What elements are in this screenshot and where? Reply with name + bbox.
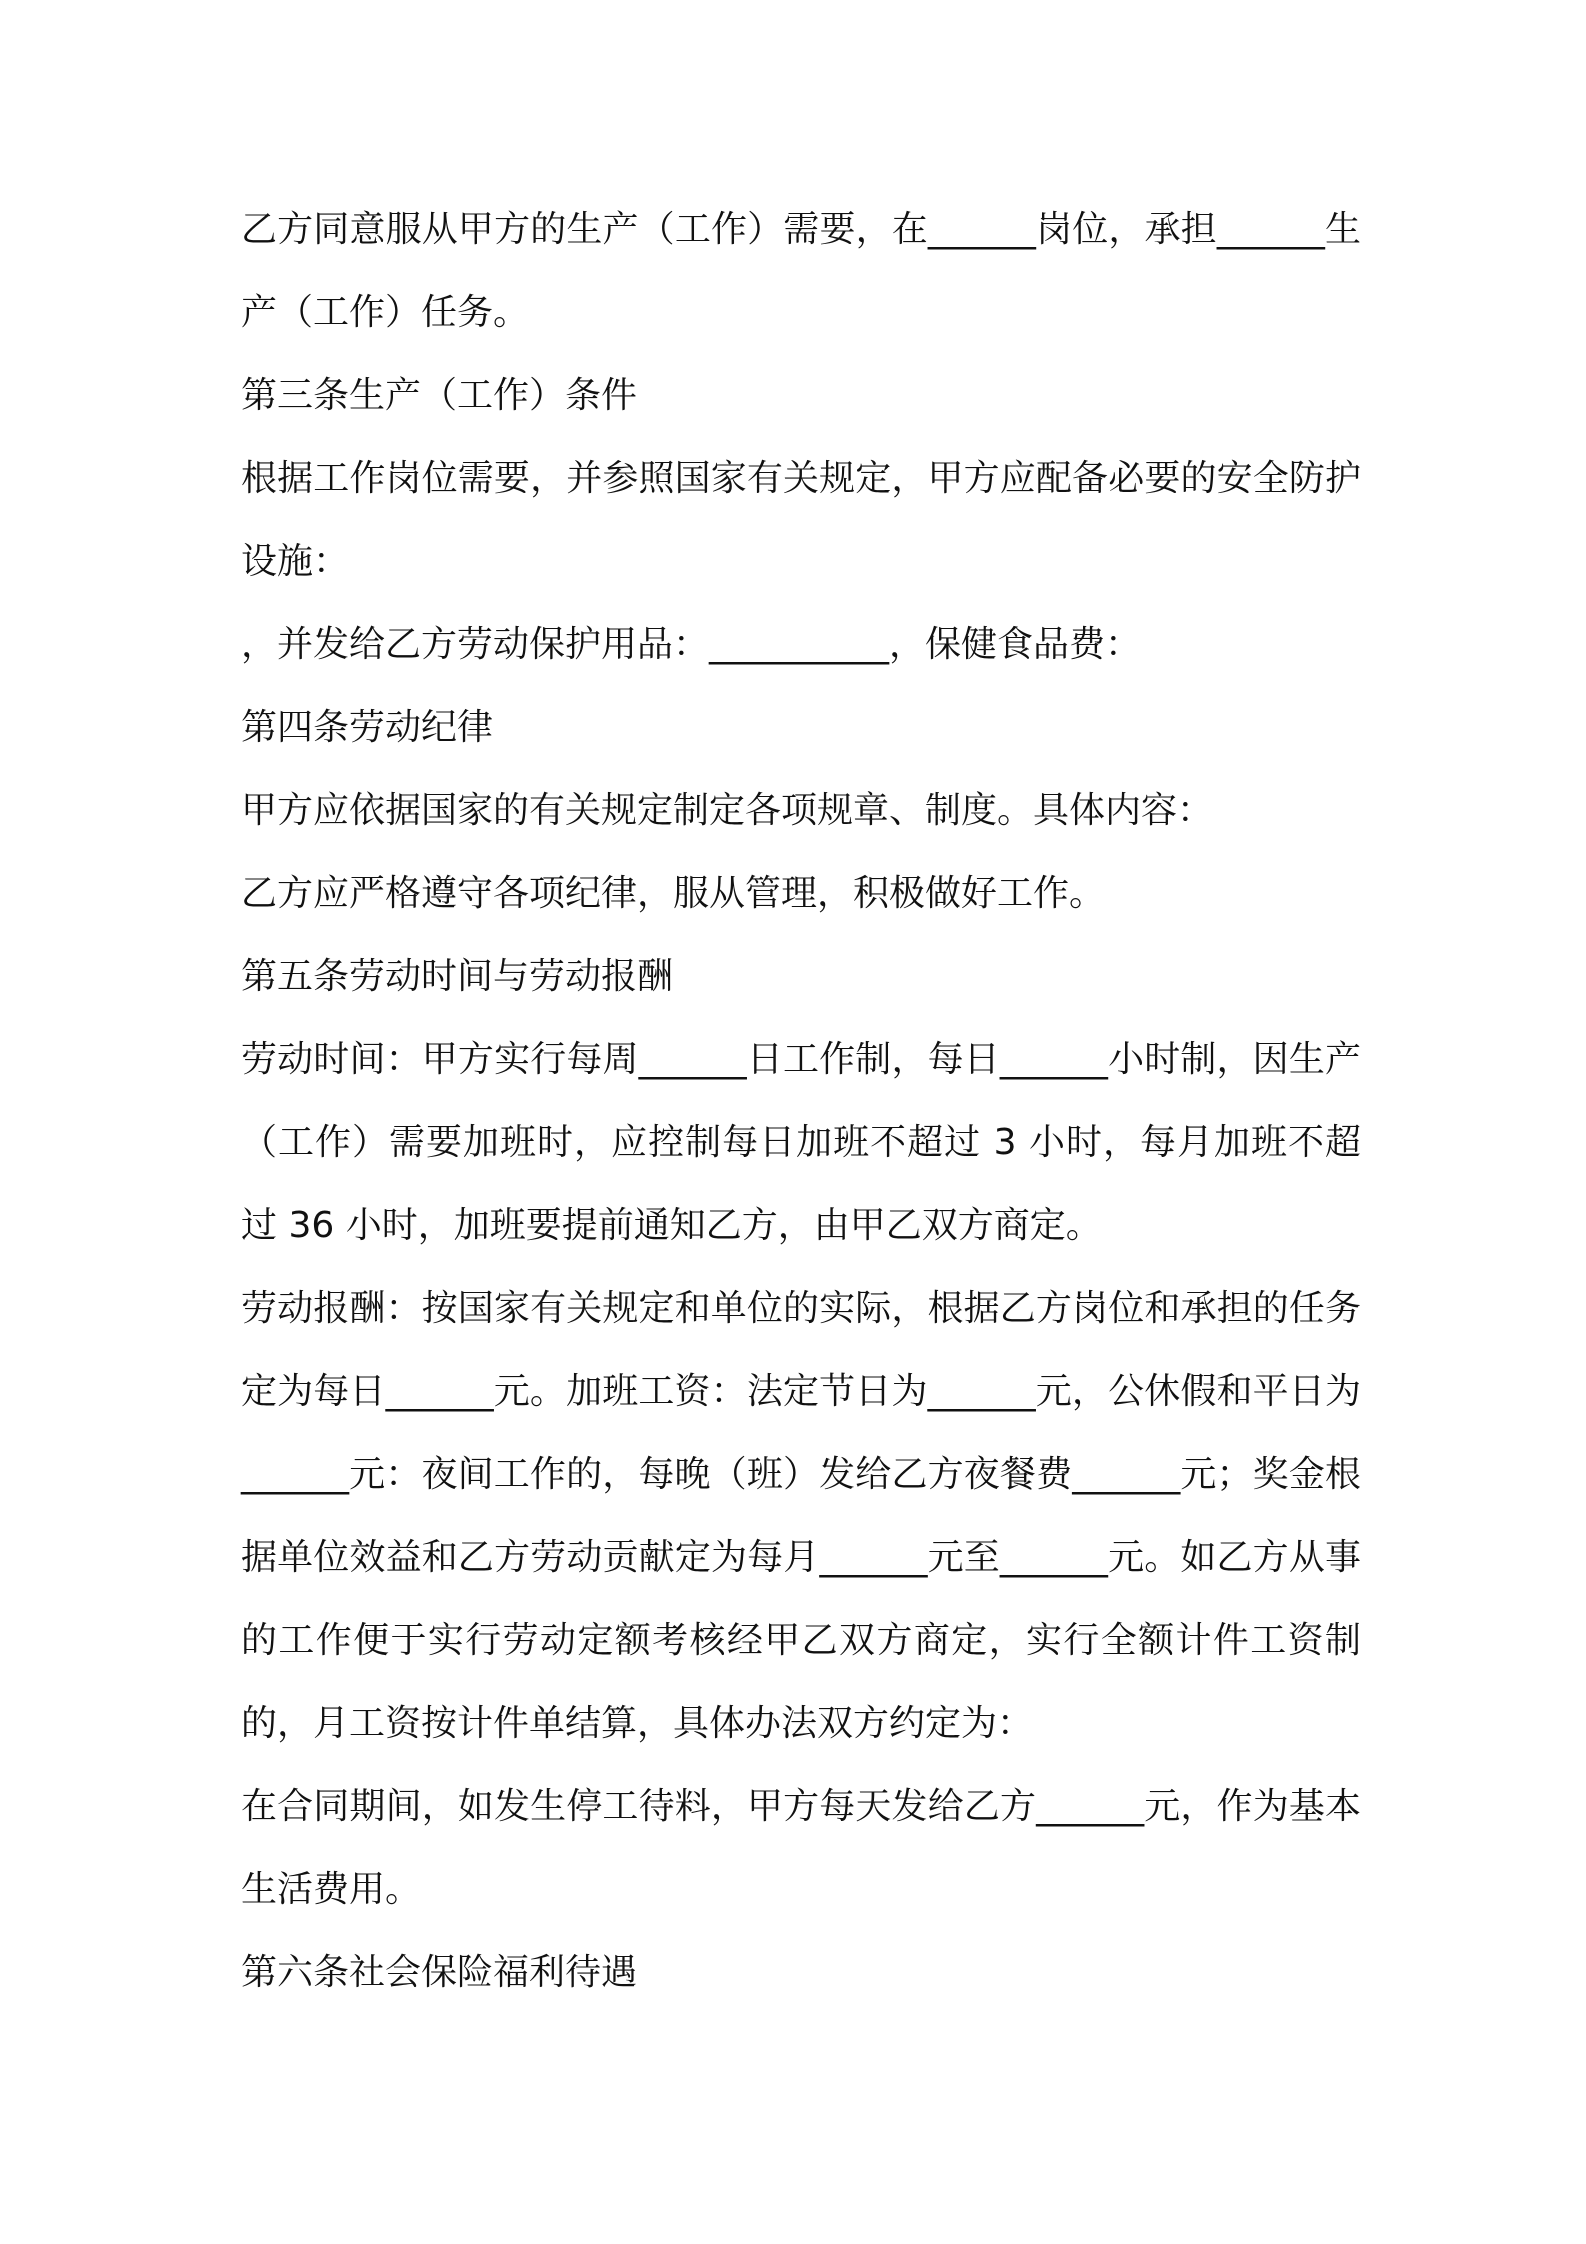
paragraph-working-hours: 劳动时间：甲方实行每周______日工作制，每日______小时制，因生产（工作）需要加班时，应控制每日加班不超过 3 小时，每月加班不超过 36 小时，加班要提前通知乙方，由甲乙双方商定。 (241, 1039, 1361, 1246)
paragraph-safety-facilities: 根据工作岗位需要，并参照国家有关规定，甲方应配备必要的安全防护设施： (241, 458, 1361, 582)
paragraph-remuneration: 劳动报酬：按国家有关规定和单位的实际，根据乙方岗位和承担的任务定为每日______元。加班工资：法定节日为______元，公休假和平日为______元：夜间工作的，每晚（班）发给乙方夜餐费______元；奖金根据单位效益和乙方劳动贡献定为每月______元至______元。如乙方从事的工作便于实行劳动定额考核经甲乙双方商定，实行全额计件工资制的，月工资按计件单结算，具体办法双方约定为： (241, 1288, 1361, 1744)
paragraph-discipline: 乙方应严格遵守各项纪律，服从管理，积极做好工作。 (241, 873, 1106, 914)
paragraph-protective-supplies: ，并发给乙方劳动保护用品：__________，保健食品费： (241, 624, 1142, 665)
heading-article-4: 第四条劳动纪律 (241, 707, 494, 748)
paragraph-job-assignment: 乙方同意服从甲方的生产（工作）需要，在______岗位，承担______生产（工作）任务。 (241, 209, 1361, 333)
heading-article-5: 第五条劳动时间与劳动报酬 (241, 956, 674, 997)
paragraph-rules: 甲方应依据国家的有关规定制定各项规章、制度。具体内容： (241, 790, 1214, 831)
paragraph-work-stoppage: 在合同期间，如发生停工待料，甲方每天发给乙方______元，作为基本生活费用。 (241, 1786, 1361, 1910)
heading-article-3: 第三条生产（工作）条件 (241, 375, 638, 416)
document-body (241, 188, 1361, 2014)
heading-article-6: 第六条社会保险福利待遇 (241, 1952, 638, 1993)
